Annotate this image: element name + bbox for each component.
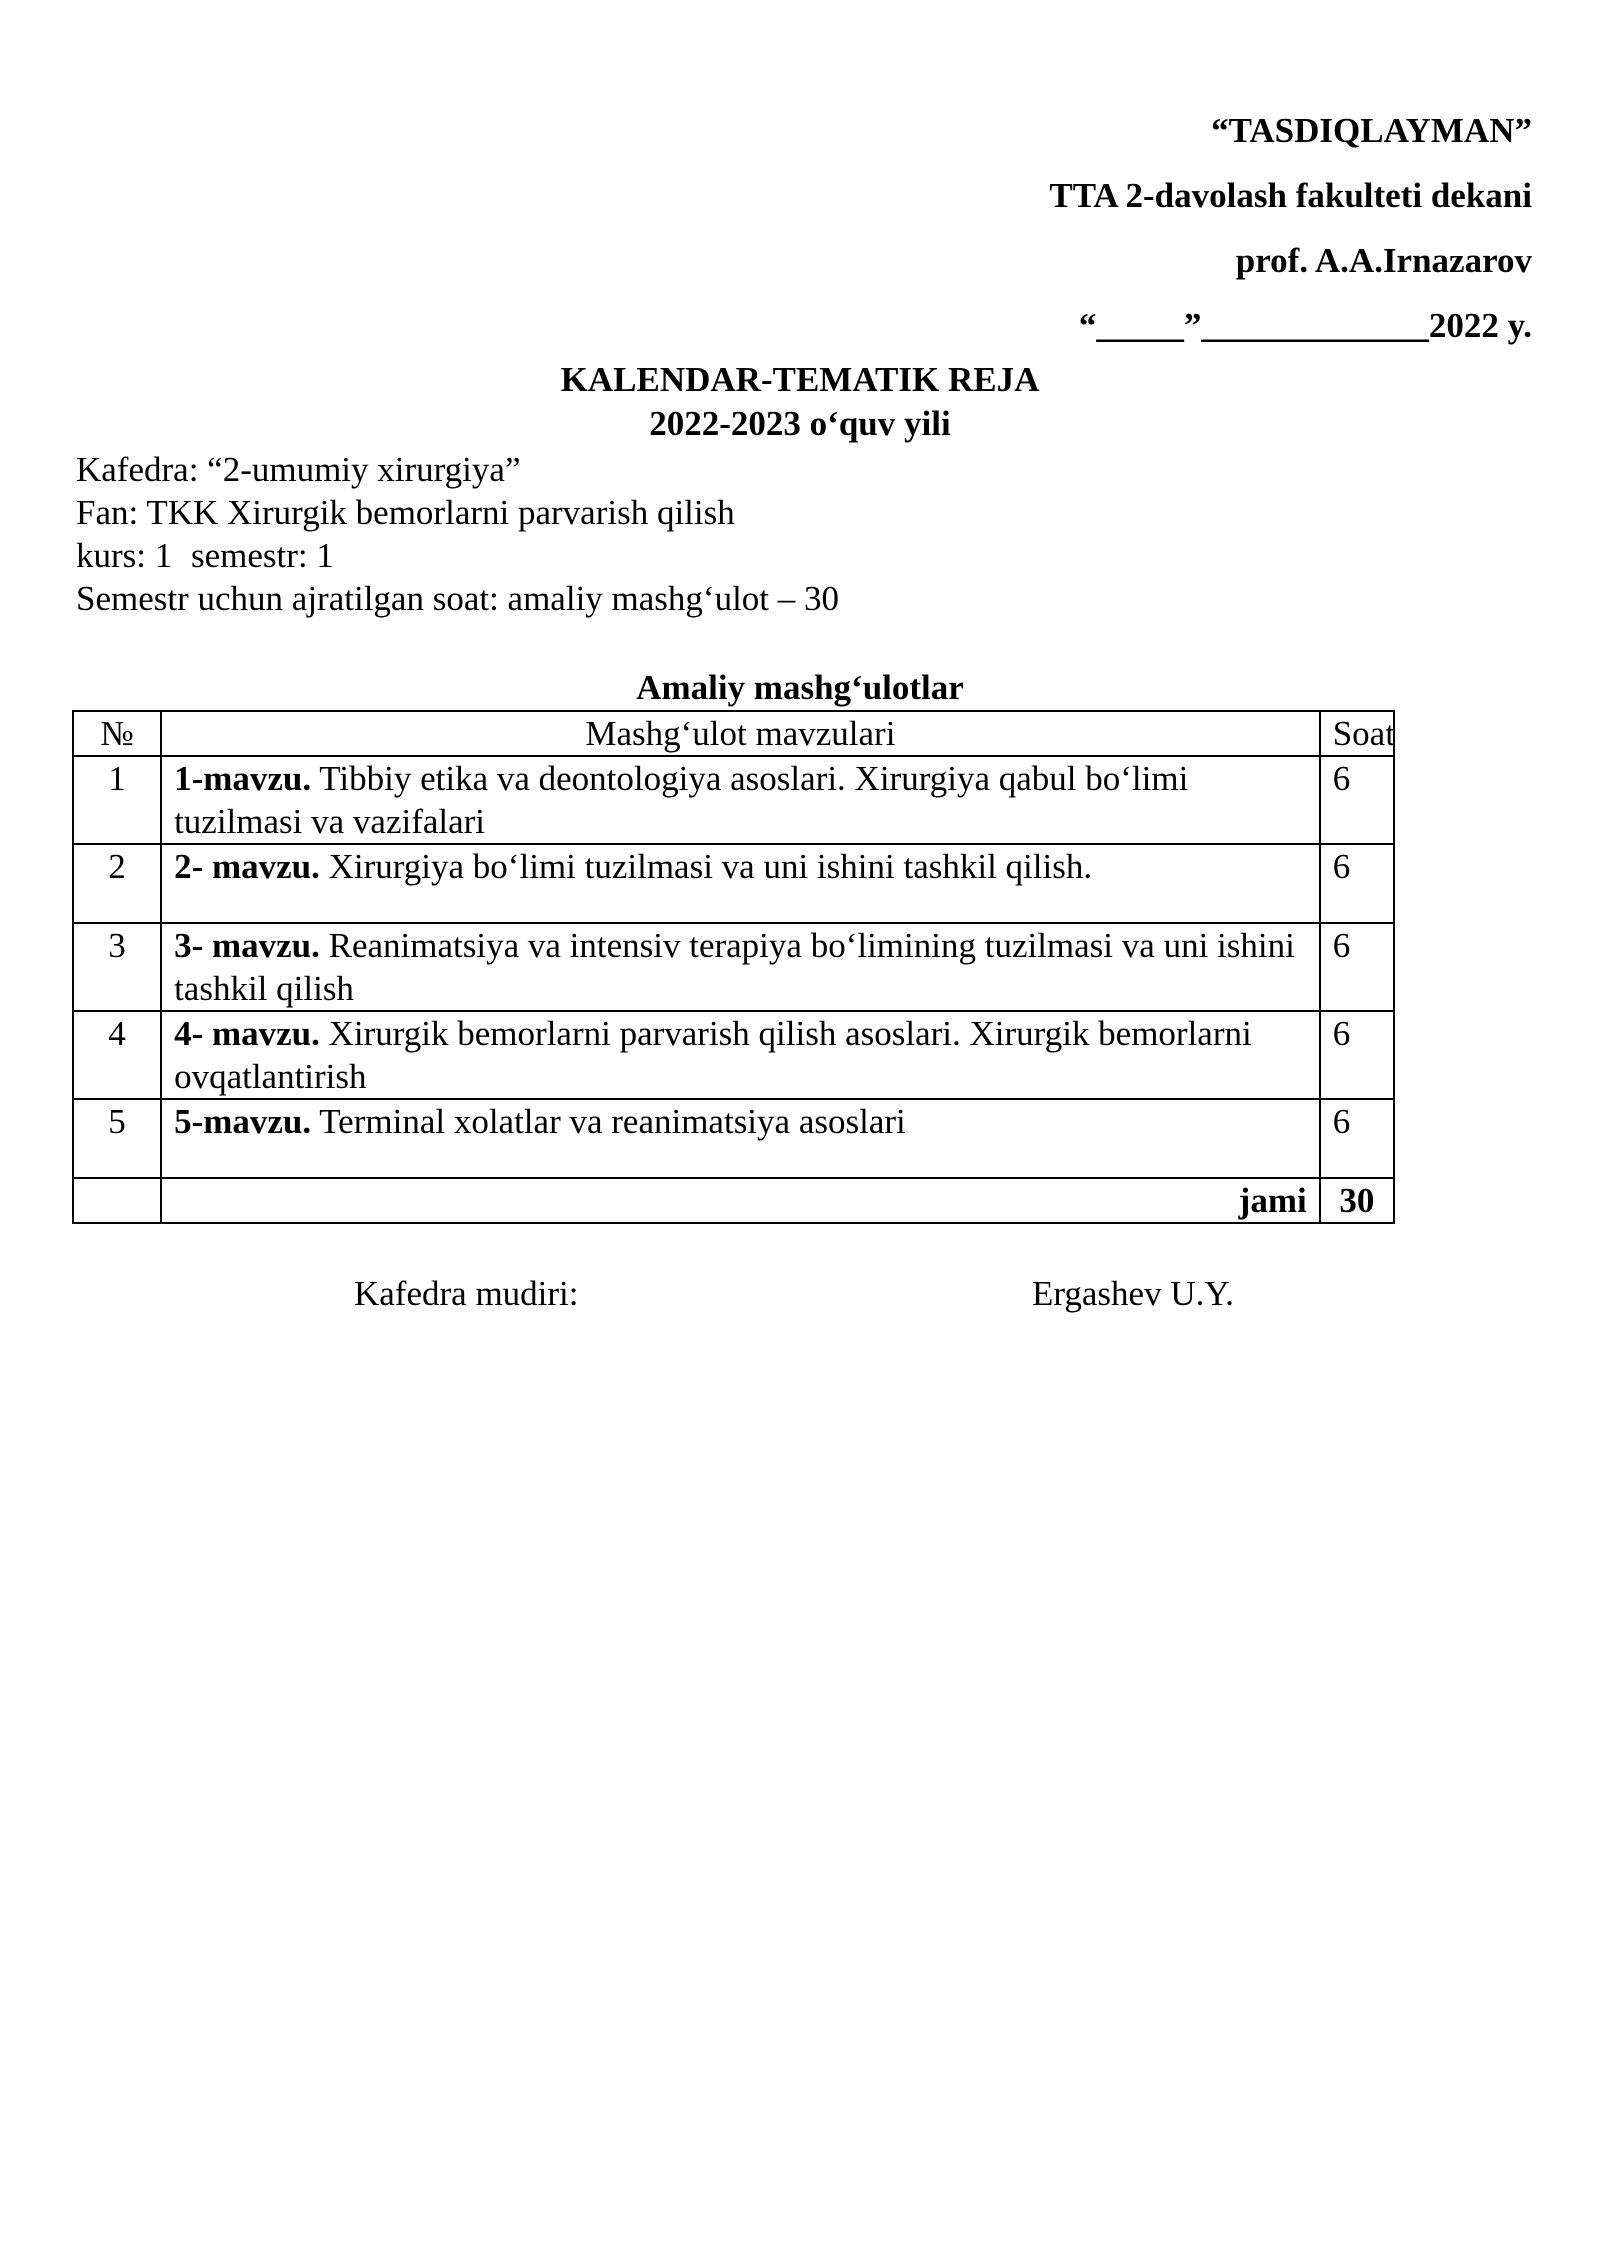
row-hours: 6 [1320, 756, 1394, 844]
course-info [76, 448, 839, 620]
approval-name: prof. A.A.Irnazarov [1235, 241, 1532, 280]
row-topic [161, 844, 1320, 923]
row-hours: 6 [1320, 1099, 1394, 1178]
header-number: № [73, 711, 161, 756]
total-row [73, 1178, 1394, 1223]
row-number: 3 [73, 923, 161, 1011]
department-line: Kafedra: “2-umumiy xirurgiya” [76, 450, 521, 489]
topic-text: Reanimatsiya va intensiv terapiya bo‘limining tuzilmasi va uni ishini tashkil qilish [174, 926, 1295, 1008]
signature-role: Kafedra mudiri: [354, 1274, 579, 1313]
row-hours: 6 [1320, 1011, 1394, 1099]
topic-text: Terminal xolatlar va reanimatsiya asoslari [311, 1102, 906, 1141]
header-hours: Soat [1320, 711, 1394, 756]
signature-name: Ergashev U.Y. [1032, 1274, 1234, 1313]
total-empty-cell [73, 1178, 161, 1223]
topic-text: Xirurgik bemorlarni parvarish qilish asoslari. Xirurgik bemorlarni ovqatlantirish [174, 1014, 1252, 1096]
semester-value: semestr: 1 [191, 536, 334, 575]
row-number: 2 [73, 844, 161, 923]
hours-line: Semestr uchun ajratilgan soat: amaliy mashg‘ulot – 30 [76, 579, 840, 618]
topic-label: 1-mavzu. [174, 759, 312, 798]
row-number: 4 [73, 1011, 161, 1099]
table-row [73, 1099, 1394, 1178]
document-title: KALENDAR-TEMATIK REJA [560, 360, 1040, 399]
lessons-table [72, 710, 1395, 1224]
row-number: 5 [73, 1099, 161, 1178]
total-label: jami [161, 1178, 1320, 1223]
header-topic: Mashg‘ulot mavzulari [161, 711, 1320, 756]
topic-label: 3- mavzu. [174, 926, 320, 965]
row-topic [161, 756, 1320, 844]
approval-position: TTA 2-davolash fakulteti dekani [1049, 176, 1532, 215]
table-row [73, 923, 1394, 1011]
total-value: 30 [1320, 1178, 1394, 1223]
row-number: 1 [73, 756, 161, 844]
row-topic [161, 1011, 1320, 1099]
academic-year: 2022-2023 o‘quv yili [649, 404, 951, 443]
row-hours: 6 [1320, 844, 1394, 923]
table-header-row [73, 711, 1394, 756]
topic-label: 4- mavzu. [174, 1014, 320, 1053]
row-hours: 6 [1320, 923, 1394, 1011]
topic-label: 2- mavzu. [174, 847, 320, 886]
course-semester-line [76, 534, 839, 577]
approval-date-line: “_____”_____________2022 y. [1078, 306, 1532, 345]
topic-text: Tibbiy etika va deontologiya asoslari. Xirurgiya qabul bo‘limi tuzilmasi va vazifalari [174, 759, 1189, 841]
row-topic [161, 923, 1320, 1011]
topic-label: 5-mavzu. [174, 1102, 312, 1141]
table-row [73, 756, 1394, 844]
row-topic [161, 1099, 1320, 1178]
approval-block [1049, 98, 1532, 358]
subject-line: Fan: TKK Xirurgik bemorlarni parvarish qilish [76, 493, 735, 532]
table-row [73, 1011, 1394, 1099]
section-title: Amaliy mashg‘ulotlar [636, 668, 964, 707]
document-title-block [0, 358, 1600, 446]
table-row [73, 844, 1394, 923]
course-value: kurs: 1 [76, 536, 173, 575]
topic-text: Xirurgiya bo‘limi tuzilmasi va uni ishini tashkil qilish. [319, 847, 1093, 886]
approval-stamp: “TASDIQLAYMAN” [1211, 111, 1532, 150]
